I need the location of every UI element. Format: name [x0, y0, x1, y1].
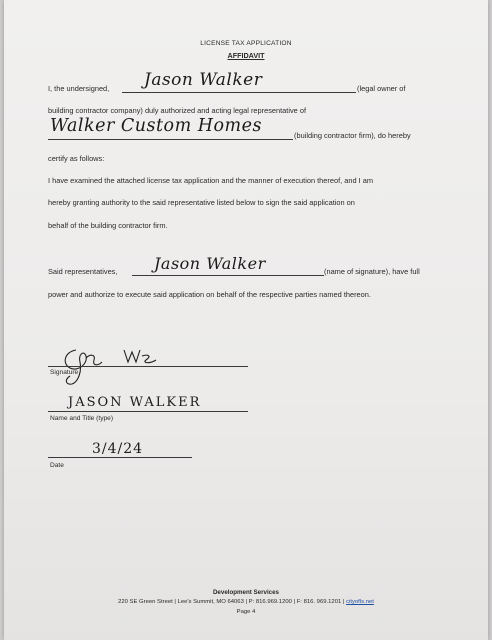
authorization-text: power and authorize to execute said application on behalf of the respective parties named thereon. — [48, 290, 371, 299]
footer-department: Development Services — [212, 589, 280, 596]
name-title-line — [48, 411, 248, 412]
representative-text: building contractor company) duly authorized and acting legal representative of — [48, 106, 307, 115]
document-page — [4, 0, 488, 640]
signer-name-handwritten: Jason Walker — [144, 70, 263, 90]
firm-suffix-text: (building contractor firm), do hereby — [294, 131, 411, 140]
rep-suffix-text: (name of signature), have full — [324, 267, 420, 276]
examination-line-3: behalf of the building contractor firm. — [48, 221, 168, 230]
signature-line — [48, 366, 248, 367]
website-link[interactable]: cityofls.net — [346, 599, 374, 605]
examination-line-1: I have examined the attached license tax application and the manner of execution thereof, and I am — [48, 176, 373, 185]
date-line — [48, 457, 192, 458]
intro-text: I, the undersigned, — [48, 84, 110, 93]
representatives-intro: Said representatives, — [48, 267, 118, 276]
certify-text: certify as follows: — [48, 154, 105, 163]
page-title: AFFIDAVIT — [227, 51, 265, 60]
legal-owner-text: (legal owner of — [357, 84, 406, 93]
examination-line-2: hereby granting authority to the said representative listed below to sign the said application on — [48, 198, 355, 207]
footer-address — [4, 599, 488, 605]
signer-name-line — [122, 92, 356, 93]
signature-label: Signature — [50, 369, 79, 376]
typed-name-handwritten: JASON WALKER — [68, 395, 202, 410]
firm-name-line — [48, 139, 293, 140]
footer-address-text: 220 SE Green Street | Lee's Summit, MO 64063 | P: 816.969.1200 | F: 816. 969.1201 | — [118, 599, 345, 605]
firm-name-handwritten: Walker Custom Homes — [50, 116, 262, 136]
date-label: Date — [50, 462, 64, 469]
signature-image — [56, 336, 246, 386]
form-name: LICENSE TAX APPLICATION — [200, 40, 292, 47]
date-handwritten: 3/4/24 — [92, 441, 144, 457]
rep-name-line — [132, 275, 324, 276]
page-number: Page 4 — [236, 609, 256, 615]
name-title-label: Name and Title (type) — [50, 415, 114, 422]
rep-name-handwritten: Jason Walker — [154, 254, 266, 273]
